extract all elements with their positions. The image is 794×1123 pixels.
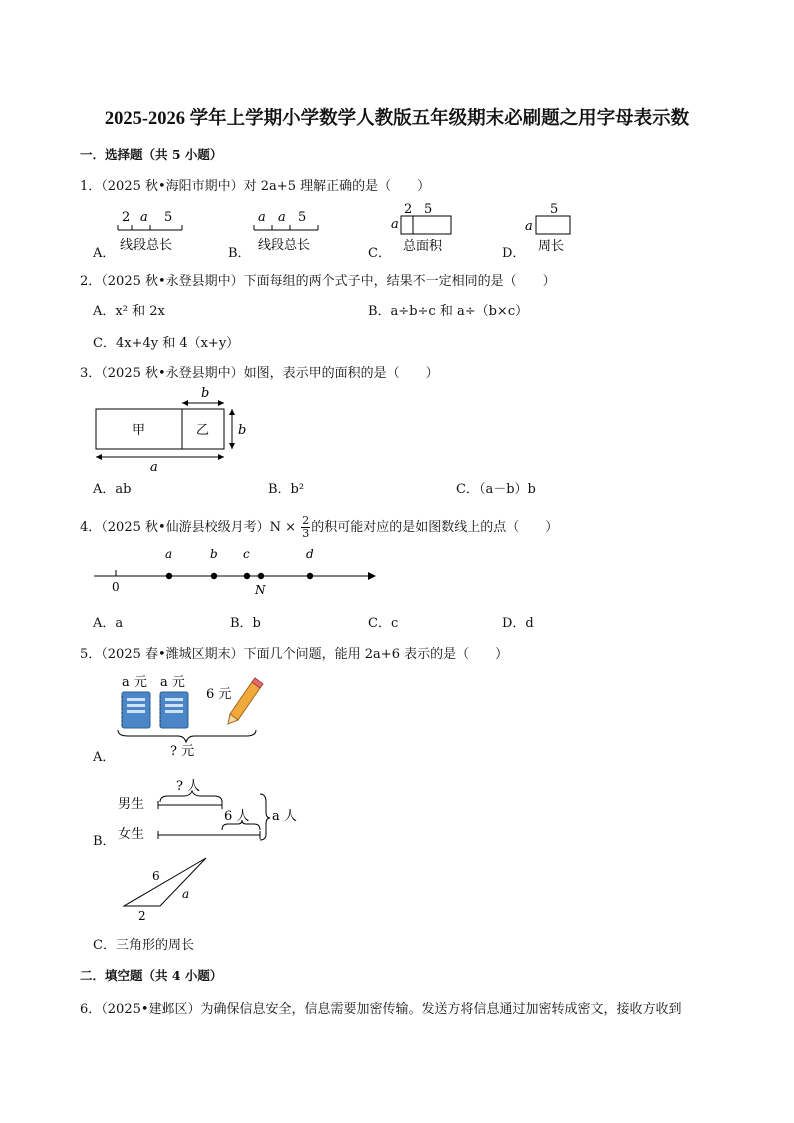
q1d-caption: 周长	[538, 239, 565, 254]
q3-option-a: A．ab	[93, 482, 132, 497]
q1c-side-a: a	[391, 217, 399, 232]
q3-label-b-top: b	[201, 386, 210, 401]
q4-label-b: b	[210, 547, 218, 561]
q5a-price-2: a 元	[160, 675, 185, 690]
q2-option-b: B．a÷b÷c 和 a÷（b×c）	[368, 304, 529, 319]
q4-point-d	[307, 573, 313, 579]
q4-stem-after: 的积可能对应的是如图数线上的点（ ）	[311, 520, 559, 535]
q1c-label-5: 5	[424, 202, 433, 217]
q4-label-n: N	[255, 583, 266, 597]
page-title: 2025-2026 学年上学期小学数学人教版五年级期末必刷题之用字母表示数	[104, 109, 690, 129]
q4-stem-before: 4．（2025 秋•仙游县校级月考）N ×	[80, 520, 297, 535]
q4-point-a	[166, 573, 172, 579]
q4-label-d: d	[306, 547, 314, 561]
question-1-stem: 1．（2025 秋•海阳市期中）对 2a+5 理解正确的是（ ）	[80, 179, 431, 194]
q5b-girls: 女生	[118, 827, 145, 842]
question-5-stem: 5．（2025 春•潍城区期末）下面几个问题，能用 2a+6 表示的是（ ）	[80, 647, 509, 662]
q2-option-a: A．x² 和 2x	[93, 304, 165, 319]
q1-option-d-letter: D．	[502, 246, 526, 261]
q5-option-c-triangle	[118, 854, 218, 926]
q4-option-a: A．a	[93, 616, 124, 631]
q1-option-a-letter: A．	[93, 246, 116, 261]
q3-label-b-side: b	[238, 423, 247, 438]
q4-option-c: C．c	[368, 616, 399, 631]
q1c-label-2: 2	[404, 202, 413, 217]
q4-label-a: a	[165, 547, 173, 561]
q5-option-c-letter: C．	[93, 938, 116, 953]
question-2-stem: 2．（2025 秋•永登县期中）下面每组的两个式子中，结果不一定相同的是（ ）	[80, 274, 556, 289]
q1-option-c-letter: C．	[368, 246, 391, 261]
q5a-price-1: a 元	[122, 675, 147, 690]
q4-option-b: B．b	[230, 616, 261, 631]
q5a-price-3: 6 元	[206, 687, 232, 702]
q1b-caption: 线段总长	[258, 238, 311, 253]
q5a-total: ? 元	[170, 744, 195, 759]
q1d-side-a: a	[525, 219, 533, 234]
q5b-question: ? 人	[176, 779, 201, 794]
q4-option-d: D．d	[502, 616, 534, 631]
q4-number-line	[90, 544, 385, 600]
q1-option-a-diagram	[112, 206, 192, 256]
q1-option-b-diagram	[250, 206, 330, 256]
q1b-label-5: 5	[298, 210, 307, 225]
q3-option-b: B．b²	[268, 482, 305, 497]
pencil-icon	[228, 678, 263, 724]
q5b-boys: 男生	[118, 797, 145, 812]
q5-option-c	[93, 934, 194, 953]
q1a-label-2: 2	[122, 210, 131, 225]
q5c-side-6: 6	[152, 869, 160, 883]
notebook-icon	[122, 692, 150, 728]
q1-option-b-letter: B．	[228, 246, 251, 261]
q5b-total: a 人	[272, 809, 297, 824]
q4-point-c	[244, 573, 250, 579]
q4-point-b	[211, 573, 217, 579]
q1a-label-5: 5	[164, 210, 173, 225]
q5c-side-2: 2	[138, 909, 146, 923]
notebook-icon	[160, 692, 188, 728]
section-heading-fill: 二．填空题（共 4 小题）	[80, 968, 223, 983]
q1d-label-5: 5	[550, 202, 559, 217]
q5-option-a-diagram	[114, 670, 274, 760]
q5-option-b-diagram	[114, 772, 314, 842]
q3-label-jia: 甲	[132, 423, 146, 438]
q5-option-a-letter: A．	[93, 750, 116, 765]
q5c-side-a: a	[182, 887, 190, 901]
q4-point-n	[258, 573, 264, 579]
q1b-label-a1: a	[258, 210, 266, 225]
section-heading-choice: 一．选择题（共 5 小题）	[80, 147, 223, 162]
question-4-stem	[80, 515, 558, 540]
q5b-diff: 6 人	[224, 809, 250, 824]
q5-option-c-caption: 三角形的周长	[115, 938, 194, 953]
q4-fraction-numerator: 2	[302, 514, 310, 527]
q3-label-a-bottom: a	[150, 460, 158, 473]
q3-rectangle-diagram	[90, 383, 260, 473]
q4-label-c: c	[243, 547, 250, 561]
question-6-stem: 6．（2025•建邺区）为确保信息安全，信息需要加密传输。发送方将信息通过加密转成密文，接收方收到	[80, 1002, 682, 1017]
q1a-label-a: a	[140, 210, 148, 225]
q1-option-c-diagram	[388, 200, 458, 256]
q3-label-yi: 乙	[196, 423, 210, 438]
q1a-caption: 线段总长	[120, 238, 173, 253]
q4-fraction-denominator: 3	[302, 527, 310, 540]
q2-option-c: C．4x+4y 和 4（x+y）	[93, 336, 240, 351]
q4-label-zero: 0	[112, 580, 120, 594]
q5-option-b-letter: B．	[93, 834, 116, 849]
q1-option-d-diagram	[522, 200, 582, 256]
q4-fraction	[301, 515, 310, 540]
q1b-label-a2: a	[278, 210, 286, 225]
q1c-caption: 总面积	[403, 239, 443, 254]
question-3-stem: 3．（2025 秋•永登县期中）如图，表示甲的面积的是（ ）	[80, 366, 439, 381]
q3-option-c: C．（a－b）b	[456, 482, 536, 497]
